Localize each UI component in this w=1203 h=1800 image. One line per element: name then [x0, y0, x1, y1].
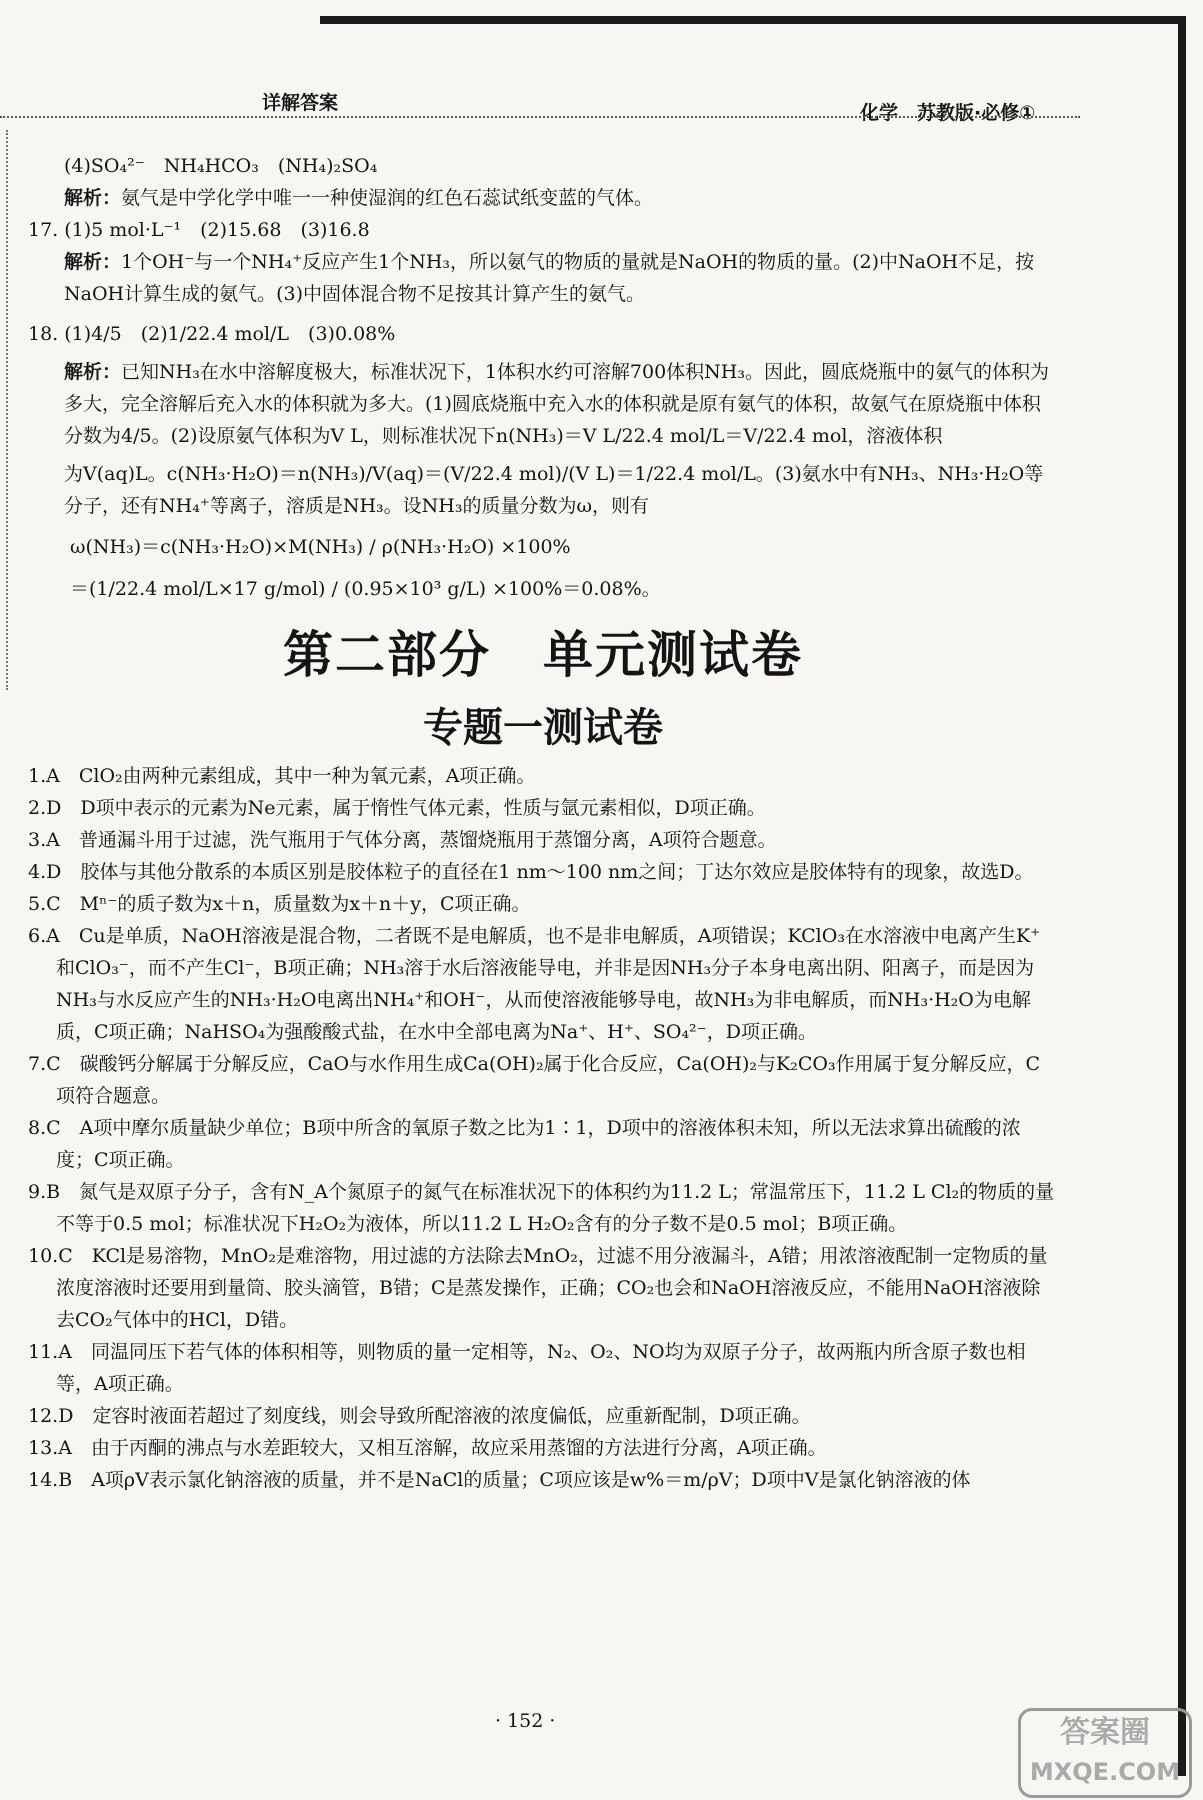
answer-item: 6.A Cu是单质，NaOH溶液是混合物，二者既不是电解质，也不是非电解质，A项错误；KClO₃在水溶液中电离产生K⁺和ClO₃⁻，而不产生Cl⁻，B项正确；NH₃溶于水后溶液能导电，并非是因NH₃分子本身电离出阴、阳离子，而是因为NH₃与水反应产生的NH₃·H₂O电离出NH₄⁺和OH⁻，从而使溶液能够导电，故NH₃为非电解质，而NH₃·H₂O为电解质，C项正确；NaHSO₄为强酸酸式盐，在水中全部电离为Na⁺、H⁺、SO₄²⁻，D项正确。 — [28, 925, 1041, 1043]
top-border-bar — [320, 16, 1180, 24]
answer-item: 12.D 定容时液面若超过了刻度线，则会导致所配溶液的浓度偏低，应重新配制，D项正确。 — [28, 1405, 811, 1427]
section-title: 专题一测试卷 — [423, 705, 663, 751]
answer-list — [28, 760, 1058, 1496]
answer-item: 4.D 胶体与其他分散系的本质区别是胶体粒子的直径在1 nm～100 nm之间；丁达尔效应是胶体特有的现象，故选D。 — [28, 861, 1034, 883]
header-left-title: 详解答案 — [262, 92, 339, 114]
q18-formula-2: ＝(1/22.4 mol/L×17 g/mol) / (0.95×10³ g/L) ×100%＝0.08%。 — [70, 578, 661, 600]
watermark-text: 答案圈 — [1060, 1715, 1150, 1750]
explanation-label: 解析： — [64, 361, 122, 383]
q18-explanation-1: 解析：已知NH₃在水中溶解度极大，标准状况下，1体积水约可溶解700体积NH₃。因此，圆底烧瓶中的氨气的体积为多大，完全溶解后充入水的体积就为多大。(1)圆底烧瓶中充入水的体积就是原有氨气的体积，故氨气在原烧瓶中体积分数为4/5。(2)设原氨气体积为V L，则标准状况下n(NH₃)＝V L/22.4 mol/L＝V/22.4 mol，溶液体积 — [64, 361, 1049, 447]
q18-answer: 18. (1)4/5 (2)1/22.4 mol/L (3)0.08% — [28, 323, 396, 345]
answer-item: 11.A 同温同压下若气体的体积相等，则物质的量一定相等，N₂、O₂、NO均为双原子分子，故两瓶内所含原子数也相等，A项正确。 — [28, 1341, 1026, 1395]
answer-item: 10.C KCl是易溶物，MnO₂是难溶物，用过滤的方法除去MnO₂，过滤不用分液漏斗，A错；用浓溶液配制一定物质的量浓度溶液时还要用到量筒、胶头滴管，B错；C是蒸发操作，正确；CO₂也会和NaOH溶液反应，不能用NaOH溶液除去CO₂气体中的HCl，D错。 — [28, 1245, 1048, 1331]
q17-answer: 17. (1)5 mol·L⁻¹ (2)15.68 (3)16.8 — [28, 219, 370, 241]
margin-dotted-line — [6, 130, 8, 690]
explanation-label: 解析： — [64, 251, 122, 273]
answer-item: 1.A ClO₂由两种元素组成，其中一种为氧元素，A项正确。 — [28, 765, 536, 787]
q18-formula-1: ω(NH₃)＝c(NH₃·H₂O)×M(NH₃) / ρ(NH₃·H₂O) ×100% — [70, 536, 571, 558]
right-border-bar — [1178, 16, 1186, 1776]
page-content — [28, 150, 1058, 1496]
header-divider — [0, 116, 1080, 118]
answer-item: 7.C 碳酸钙分解属于分解反应，CaO与水作用生成Ca(OH)₂属于化合反应，Ca(OH)₂与K₂CO₃作用属于复分解反应，C项符合题意。 — [28, 1053, 1041, 1107]
header-right-title: 化学 苏教版·必修① — [860, 102, 1036, 124]
page-number: · 152 · — [495, 1710, 556, 1732]
answer-item: 14.B A项ρV表示氯化钠溶液的质量，并不是NaCl的质量；C项应该是w%＝m/ρV；D项中V是氯化钠溶液的体 — [28, 1469, 971, 1491]
watermark-logo — [1018, 1708, 1192, 1798]
explanation-label: 解析： — [64, 187, 122, 209]
answer-item: 8.C A项中摩尔质量缺少单位；B项中所含的氧原子数之比为1∶1，D项中的溶液体积未知，所以无法求算出硫酸的浓度；C项正确。 — [28, 1117, 1021, 1171]
answer-item: 2.D D项中表示的元素为Ne元素，属于惰性气体元素，性质与氩元素相似，D项正确。 — [28, 797, 766, 819]
part-title: 第二部分 单元测试卷 — [283, 626, 803, 684]
answer-item: 3.A 普通漏斗用于过滤，洗气瓶用于气体分离，蒸馏烧瓶用于蒸馏分离，A项符合题意。 — [28, 829, 777, 851]
answer-item: 13.A 由于丙酮的沸点与水差距较大，又相互溶解，故应采用蒸馏的方法进行分离，A项正确。 — [28, 1437, 827, 1459]
q18-explanation-2: 为V(aq)L。c(NH₃·H₂O)＝n(NH₃)/V(aq)＝(V/22.4 mol)/(V L)＝1/22.4 mol/L。(3)氨水中有NH₃、NH₃·H₂O等分子，还有NH₄⁺等离子，溶质是NH₃。设NH₃的质量分数为ω，则有 — [64, 463, 1044, 517]
q16-explanation: 解析：氨气是中学化学中唯一一种使湿润的红色石蕊试纸变蓝的气体。 — [64, 187, 654, 209]
q17-explanation: 解析：1个OH⁻与一个NH₄⁺反应产生1个NH₃，所以氨气的物质的量就是NaOH的物质的量。(2)中NaOH不足，按NaOH计算生成的氨气。(3)中固体混合物不足按其计算产生的氨气。 — [64, 251, 1035, 305]
answer-item: 9.B 氮气是双原子分子，含有N_A个氮原子的氮气在标准状况下的体积约为11.2 L；常温常压下，11.2 L Cl₂的物质的量不等于0.5 mol；标准状况下H₂O₂为液体，所以11.2 L H₂O₂含有的分子数不是0.5 mol；B项正确。 — [28, 1181, 1055, 1235]
watermark-url: MXQE.COM — [1029, 1758, 1181, 1786]
answer-item: 5.C Mⁿ⁻的质子数为x＋n，质量数为x＋n＋y，C项正确。 — [28, 893, 531, 915]
q16-answer-4: (4)SO₄²⁻ NH₄HCO₃ (NH₄)₂SO₄ — [64, 155, 378, 177]
